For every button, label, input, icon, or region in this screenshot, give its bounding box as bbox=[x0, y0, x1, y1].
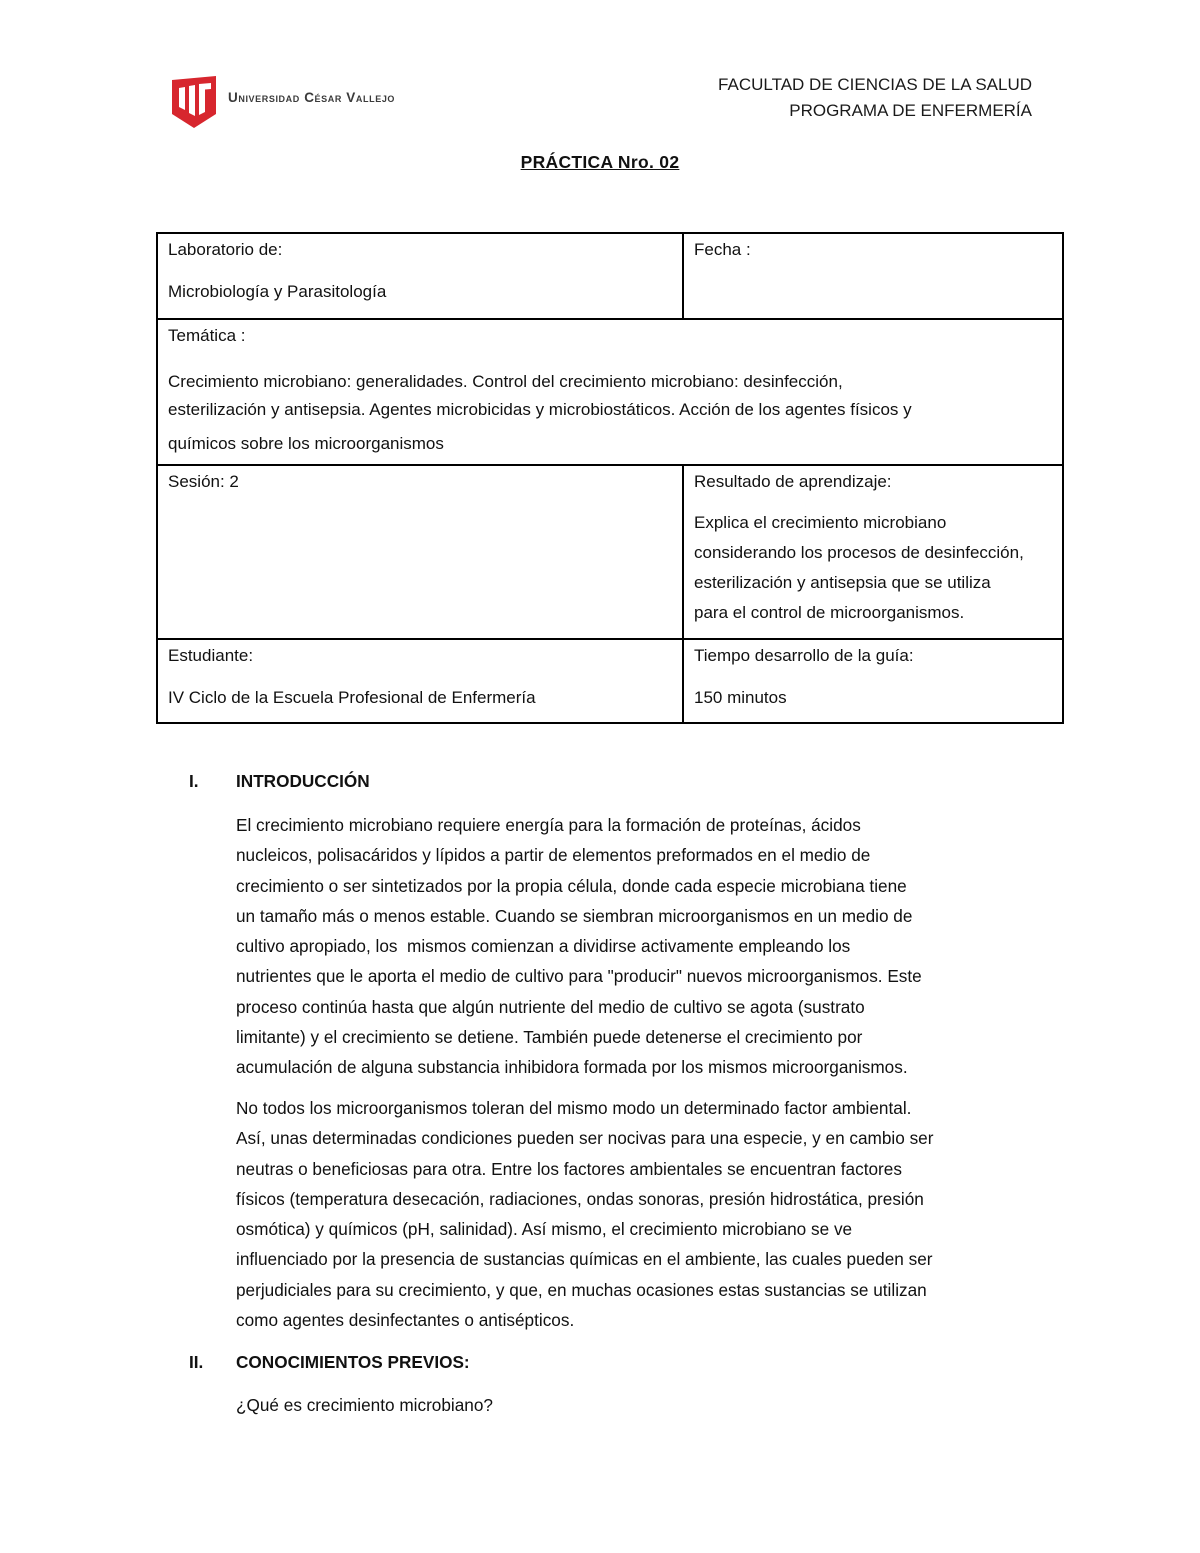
faculty-line: FACULTAD DE CIENCIAS DE LA SALUD bbox=[718, 75, 1032, 94]
table-row bbox=[157, 465, 1063, 639]
date-label: Fecha : bbox=[694, 240, 751, 259]
text-line: limitante) y el crecimiento se detiene. También puede detenerse el crecimiento por bbox=[236, 1027, 863, 1048]
university-logo bbox=[170, 74, 432, 130]
topic-line: esterilización y antisepsia. Agentes microbicidas y microbiostáticos. Acción de los agentes físicos y bbox=[168, 400, 912, 419]
text-line: proceso continúa hasta que algún nutriente del medio de cultivo se agota (sustrato bbox=[236, 996, 865, 1017]
text-line: perjudiciales para su crecimiento, y que, en muchas ocasiones estas sustancias se utilizan bbox=[236, 1279, 927, 1300]
student-cell bbox=[157, 639, 683, 723]
intro-paragraph-1 bbox=[236, 810, 1056, 1083]
text-line: acumulación de alguna substancia inhibidora formada por los mismos microorganismos. bbox=[236, 1057, 908, 1078]
text-line: como agentes desinfectantes o antisépticos. bbox=[236, 1310, 575, 1331]
section-number: I. bbox=[189, 771, 199, 791]
result-cell bbox=[683, 465, 1063, 639]
text-line: cultivo apropiado, los mismos comienzan a dividirse activamente empleando los bbox=[236, 936, 851, 957]
date-cell bbox=[683, 233, 1063, 319]
prior-question: ¿Qué es crecimiento microbiano? bbox=[236, 1395, 493, 1415]
result-label: Resultado de aprendizaje: bbox=[694, 472, 892, 491]
text-line: Así, unas determinadas condiciones pueden ser nocivas para una especie, y en cambio ser bbox=[236, 1128, 934, 1149]
text-line: influenciado por la presencia de sustancias químicas en el ambiente, las cuales pueden ser bbox=[236, 1249, 933, 1270]
student-label: Estudiante: bbox=[168, 646, 254, 665]
result-line: esterilización y antisepsia que se utiliza bbox=[694, 573, 991, 592]
section-title: INTRODUCCIÓN bbox=[236, 771, 370, 791]
session-label: Sesión: 2 bbox=[168, 472, 239, 491]
text-line: nucleicos, polisacáridos y lípidos a partir de elementos preformados en el medio de bbox=[236, 845, 871, 866]
time-cell bbox=[683, 639, 1063, 723]
university-shield-icon bbox=[170, 74, 220, 130]
topic-label: Temática : bbox=[168, 326, 246, 345]
topic-line: químicos sobre los microorganismos bbox=[168, 434, 444, 453]
text-line: crecimiento o ser sintetizados por la propia célula, donde cada especie microbiana tiene bbox=[236, 875, 907, 896]
text-line: un tamaño más o menos estable. Cuando se siembran microorganismos en un medio de bbox=[236, 905, 913, 926]
topic-line: Crecimiento microbiano: generalidades. Control del crecimiento microbiano: desinfección, bbox=[168, 372, 843, 391]
program-line: PROGRAMA DE ENFERMERÍA bbox=[789, 101, 1032, 120]
university-name: Universidad César Vallejo bbox=[228, 90, 396, 105]
table-row bbox=[157, 639, 1063, 723]
time-label: Tiempo desarrollo de la guía: bbox=[694, 646, 914, 665]
section-number: II. bbox=[189, 1352, 204, 1372]
result-line: considerando los procesos de desinfección, bbox=[694, 543, 1024, 562]
page-title: PRÁCTICA Nro. 02 bbox=[520, 152, 680, 172]
lab-value: Microbiología y Parasitología bbox=[168, 282, 387, 301]
text-line: osmótica) y químicos (pH, salinidad). Así mismo, el crecimiento microbiano se ve bbox=[236, 1219, 853, 1240]
text-line: físicos (temperatura desecación, radiaciones, ondas sonoras, presión hidrostática, presión bbox=[236, 1188, 924, 1209]
result-line: Explica el crecimiento microbiano bbox=[694, 513, 947, 532]
table-row bbox=[157, 233, 1063, 319]
intro-paragraph-2 bbox=[236, 1093, 1056, 1335]
section-title: CONOCIMIENTOS PREVIOS: bbox=[236, 1352, 470, 1372]
lab-label: Laboratorio de: bbox=[168, 240, 283, 259]
text-line: El crecimiento microbiano requiere energía para la formación de proteínas, ácidos bbox=[236, 815, 861, 835]
practice-info-table bbox=[156, 232, 1064, 724]
time-value: 150 minutos bbox=[694, 688, 787, 707]
topic-cell bbox=[157, 319, 1063, 465]
faculty-header bbox=[718, 72, 1032, 124]
lab-cell bbox=[157, 233, 683, 319]
session-cell bbox=[157, 465, 683, 639]
result-line: para el control de microorganismos. bbox=[694, 603, 965, 622]
table-row bbox=[157, 319, 1063, 465]
text-line: neutras o beneficiosas para otra. Entre los factores ambientales se encuentran factores bbox=[236, 1158, 902, 1179]
text-line: nutrientes que le aporta el medio de cultivo para "producir" nuevos microorganismos. Este bbox=[236, 966, 922, 987]
text-line: No todos los microorganismos toleran del mismo modo un determinado factor ambiental. bbox=[236, 1098, 912, 1118]
student-value: IV Ciclo de la Escuela Profesional de Enfermería bbox=[168, 688, 536, 707]
